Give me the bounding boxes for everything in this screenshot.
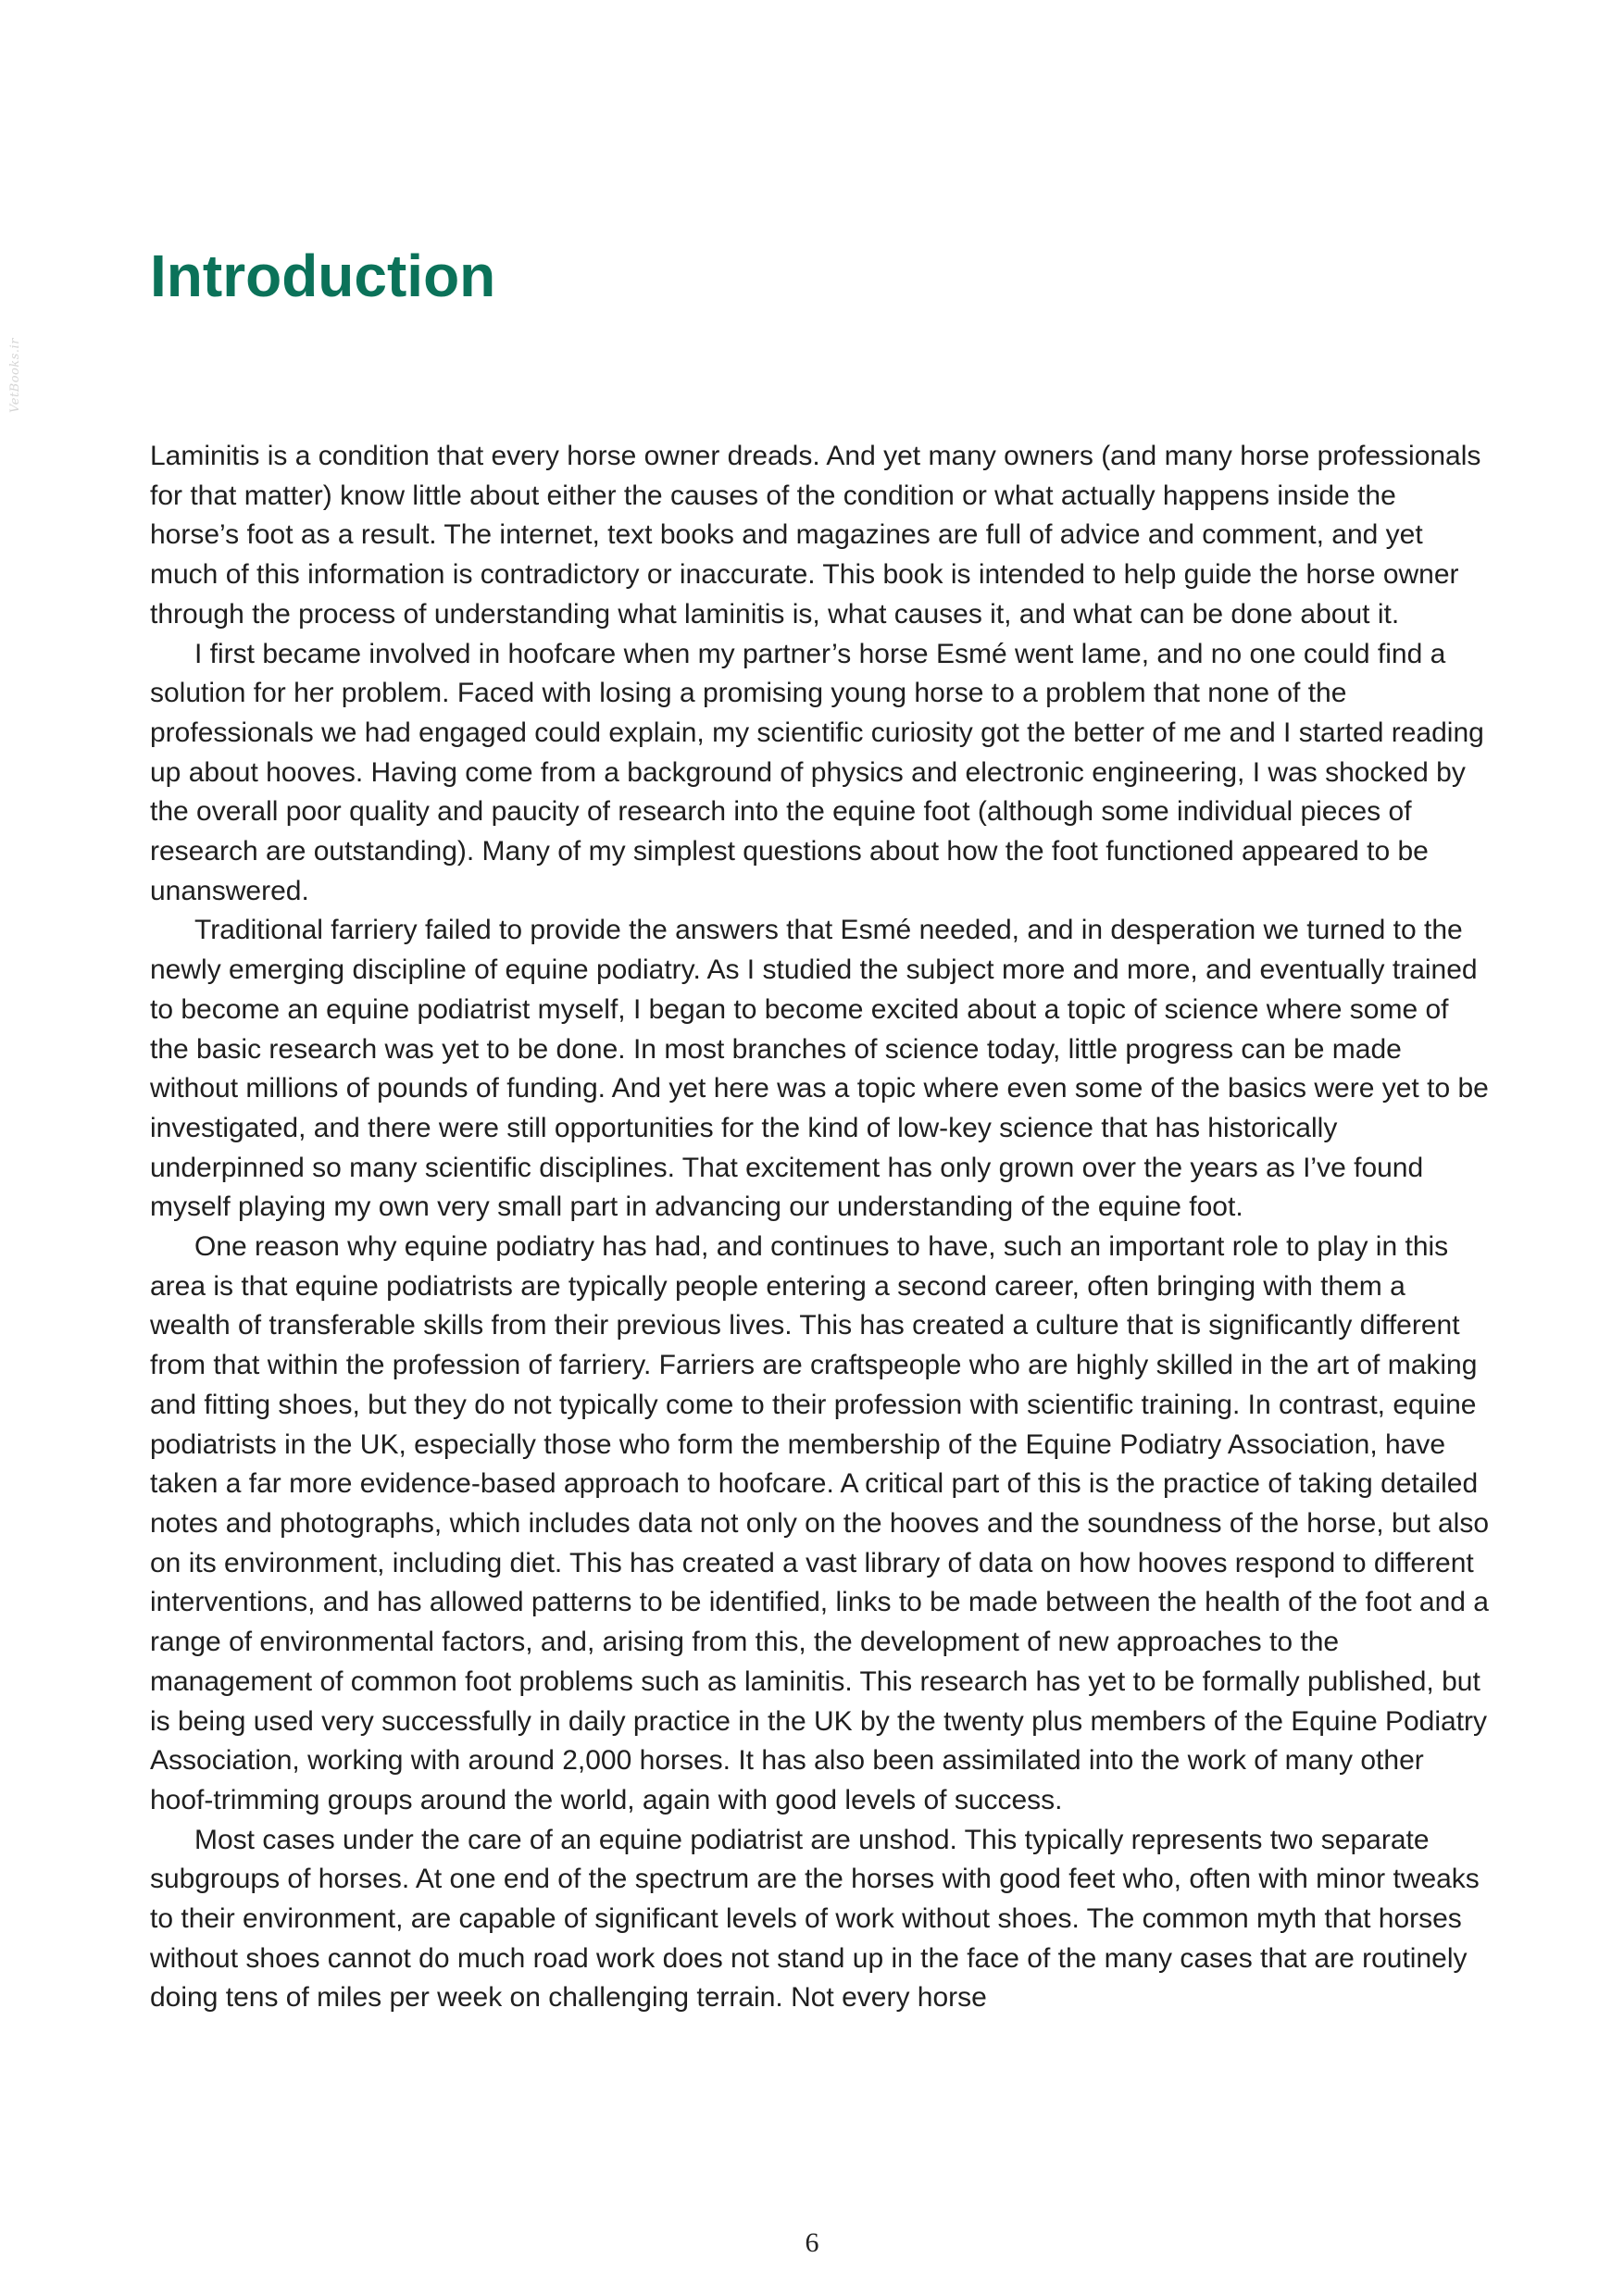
paragraph: Laminitis is a condition that every horse owner dreads. And yet many owners (and many horse professionals for that matter) know little about either the causes of the condition or what actually happens inside the horse’s foot as a result. The internet, text books and magazines are full of advice and comment, and yet much of this information is contradictory or inaccurate. This book is intended to help guide the horse owner through the process of understanding what laminitis is, what causes it, and what can be done about it.: [150, 441, 1481, 630]
paragraph: Most cases under the care of an equine podiatrist are unshod. This typically represents two separate subgroups of horses. At one end of the spectrum are the horses with good feet who, often with minor tweaks to their environment, are capable of significant levels of work without shoes. The common myth that horses without shoes cannot do much road work does not stand up in the face of the many cases that are routinely doing tens of miles per week on challenging terrain. Not every horse: [150, 1824, 1480, 2014]
watermark: [6, 324, 24, 426]
paragraph: I first became involved in hoofcare when my partner’s horse Esmé went lame, and no one could find a solution for her problem. Faced with losing a promising young horse to a problem that none of the professionals we had engaged could explain, my scientific curiosity got the better of me and I started reading up about hooves. Having come from a background of physics and electronic engineering, I was shocked by the overall poor quality and paucity of research into the equine foot (although some individual pieces of research are outstanding). Many of my simplest questions about how the foot functioned appeared to be unanswered.: [150, 638, 1484, 906]
body-text: [150, 437, 1493, 2018]
page-number: 6: [805, 2227, 819, 2258]
paragraph: Traditional farriery failed to provide the answers that Esmé needed, and in desperation we turned to the newly emerging discipline of equine podiatry. As I studied the subject more and more, and eventually trained to become an equine podiatrist myself, I began to become excited about a topic of science where some of the basic research was yet to be done. In most branches of science today, little progress can be made without millions of pounds of funding. And yet here was a topic where even some of the basics were yet to be investigated, and there were still opportunities for the kind of low-key science that has historically underpinned so many scientific disciplines. That excitement has only grown over the years as I’ve found myself playing my own very small part in advancing our understanding of the equine foot.: [150, 915, 1489, 1223]
watermark-text: VetBooks.ir: [7, 337, 22, 413]
paragraph: One reason why equine podiatry has had, and continues to have, such an important role to play in this area is that equine podiatrists are typically people entering a second career, often bringing with them a wealth of transferable skills from their previous lives. This has created a culture that is significantly different from that within the profession of farriery. Farriers are craftspeople who are highly skilled in the art of making and fitting shoes, but they do not typically come to their profession with scientific training. In contrast, equine podiatrists in the UK, especially those who form the membership of the Equine Podiatry Association, have taken a far more evidence-based approach to hoofcare. A critical part of this is the practice of taking detailed notes and photographs, which includes data not only on the hooves and the soundness of the horse, but also on its environment, including diet. This has created a vast library of data on how hooves respond to different interventions, and has allowed patterns to be identified, links to be made between the health of the foot and a range of environmental factors, and, arising from this, the development of new approaches to the management of common foot problems such as laminitis. This research has yet to be formally published, but is being used very successfully in daily practice in the UK by the twenty plus members of the Equine Podiatry Association, working with around 2,000 horses. It has also been assimilated into the work of many other hoof-trimming groups around the world, again with good levels of success.: [150, 1231, 1490, 1815]
chapter-title: Introduction: [150, 243, 496, 309]
